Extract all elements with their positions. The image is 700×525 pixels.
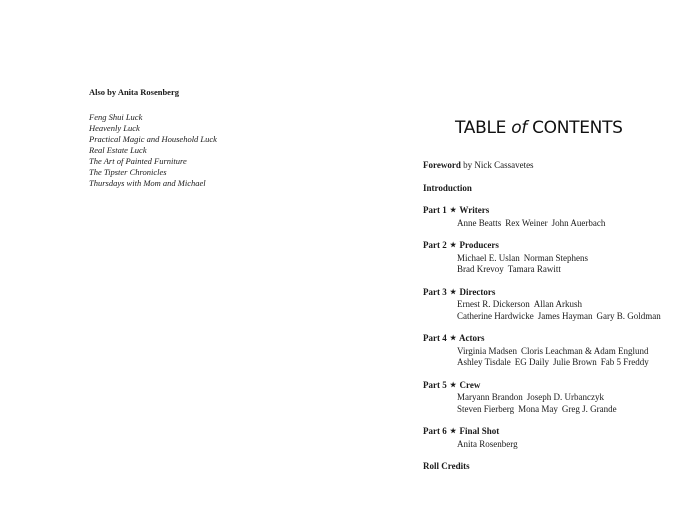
toc-entry-part [423,426,698,450]
contributor-line [423,253,698,265]
contributor-name: Ashley Tisdale [457,357,511,367]
toc-title-part1: TABLE [455,118,512,138]
contributor-line [423,264,698,276]
foreword-author: by Nick Cassavetes [460,160,534,170]
foreword-label: Foreword [423,160,461,170]
part-number: Part 3 [423,286,447,297]
part-title: Actors [459,333,485,343]
toc-parts [423,205,698,450]
part-heading [423,380,698,393]
toc-entry-part [423,205,698,229]
part-heading [423,426,698,439]
part-number: Part 5 [423,379,447,390]
table-of-contents [423,160,698,484]
book-title: The Art of Painted Furniture [89,156,187,166]
contributor-name: Anita Rosenberg [457,438,518,449]
contributor-name: Allan Arkush [533,299,582,309]
contributor-line [423,346,698,358]
right-page [350,0,700,525]
star-icon: ★ [450,380,457,389]
contributor-name: Catherine Hardwicke [457,310,534,321]
contributor-name: John Auerbach [551,217,606,228]
part-title: Directors [459,286,496,297]
book-title: Heavenly Luck [89,123,140,133]
toc-title-of: of [511,118,527,138]
contributor-name: Maryann Brandon [457,392,523,402]
contributor-name: Brad Krevoy [457,264,504,274]
also-by-section [89,87,339,189]
part-number: Part 4 [423,333,447,343]
contributor-line [423,218,698,230]
roll-credits-label: Roll Credits [423,461,470,471]
introduction-label: Introduction [423,182,472,193]
book-title: Practical Magic and Household Luck [89,134,217,144]
contributor-line [423,439,698,451]
part-title: Crew [459,379,481,390]
contributor-name: Gary B. Goldman [596,310,661,321]
star-icon: ★ [450,241,457,249]
star-icon: ★ [450,206,457,214]
part-heading [423,287,698,300]
contributor-name: James Hayman [537,310,593,321]
contributor-line [423,299,698,311]
toc-entry-introduction [423,183,698,195]
book-title: Real Estate Luck [89,145,147,155]
foreword-line [423,160,698,172]
toc-entry-part [423,240,698,276]
contributor-name: Anne Beatts [457,217,502,228]
star-icon: ★ [450,334,457,342]
toc-entry-foreword [423,160,698,172]
contributor-name: Rex Weiner [505,217,548,228]
part-number: Part 1 [423,205,447,215]
contributor-name: Mona May [518,403,558,414]
part-number: Part 2 [423,240,447,250]
part-title: Producers [459,240,499,250]
book-title: Feng Shui Luck [89,112,143,122]
toc-entry-roll-credits [423,461,698,473]
contributor-name: Joseph D. Urbanczyk [526,392,604,402]
contributor-name: Greg J. Grande [561,403,617,414]
book-list [89,112,339,189]
toc-entry-part [423,287,698,323]
book-title: Thursdays with Mom and Michael [89,178,206,188]
toc-entry-part [423,333,698,369]
part-title: Final Shot [459,426,500,436]
toc-title [455,118,623,138]
contributor-name: Cloris Leachman & Adam Englund [521,345,649,356]
contributor-name: EG Daily [514,357,550,367]
contributor-name: Tamara Rawitt [507,264,561,274]
part-number: Part 6 [423,426,447,436]
contributor-name: Steven Fierberg [457,403,515,414]
also-by-heading: Also by Anita Rosenberg [89,87,179,97]
toc-entry-part [423,380,698,416]
contributor-line [423,311,698,323]
toc-title-part2: CONTENTS [526,118,623,138]
contributor-name: Michael E. Uslan [457,252,520,263]
star-icon: ★ [450,287,457,296]
contributor-name: Norman Stephens [523,252,588,263]
part-heading [423,205,698,218]
part-heading [423,333,698,346]
part-heading [423,240,698,253]
contributor-line [423,357,698,369]
book-title: The Tipster Chronicles [89,167,167,177]
contributor-line [423,404,698,416]
contributor-name: Julie Brown [553,357,597,367]
contributor-name: Fab 5 Freddy [600,357,649,367]
part-title: Writers [459,205,490,215]
star-icon: ★ [450,427,457,435]
contributor-line [423,392,698,404]
contributor-name: Ernest R. Dickerson [457,299,530,309]
contributor-name: Virginia Madsen [457,345,518,356]
